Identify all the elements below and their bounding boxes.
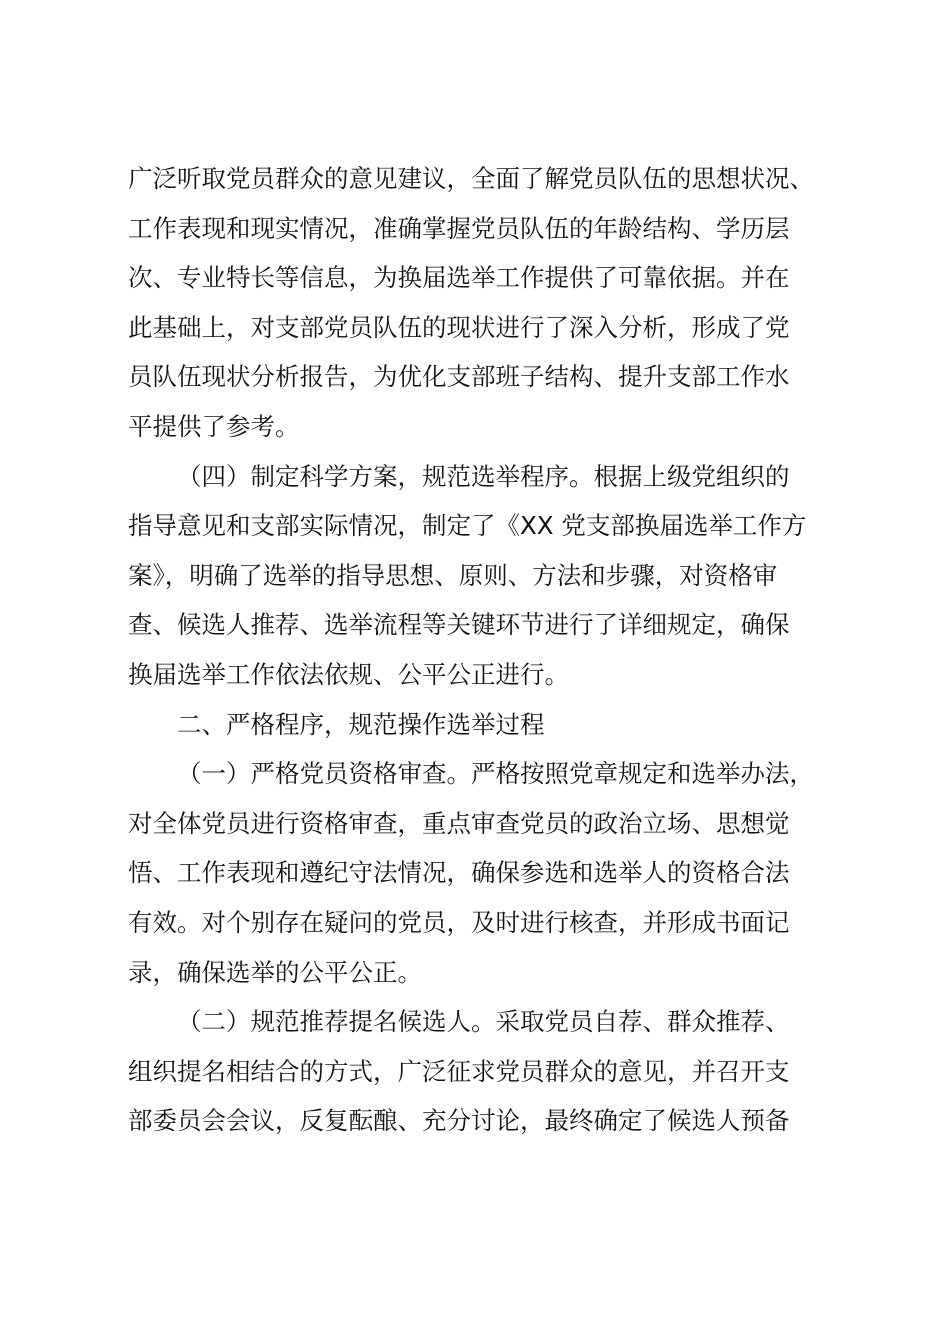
text-line: 组织提名相结合的方式，广泛征求党员群众的意见，并召开支: [128, 1056, 790, 1086]
paragraph-heading-line: （四）制定科学方案，规范选举程序。根据上级党组织的: [177, 461, 790, 491]
text-line: 有效。对个别存在疑问的党员，及时进行核查，并形成书面记: [128, 907, 790, 937]
paragraph-heading-line: （二）规范推荐提名候选人。采取党员自荐、群众推荐、: [177, 1007, 790, 1037]
text-line: 换届选举工作依法依规、公平公正进行。: [128, 659, 569, 689]
document-body: [128, 154, 833, 1146]
text-line: 次、专业特长等信息，为换届选举工作提供了可靠依据。并在: [128, 263, 790, 293]
text-line: 指导意见和支部实际情况，制定了《XX 党支部换届选举工作方: [128, 511, 807, 541]
section-heading: 二、严格程序，规范操作选举过程: [177, 709, 545, 739]
text-line: 悟、工作表现和遵纪守法情况，确保参选和选举人的资格合法: [128, 858, 790, 888]
text-line: 查、候选人推荐、选举流程等关键环节进行了详细规定，确保: [128, 610, 790, 640]
text-line: 案》，明确了选举的指导思想、原则、方法和步骤，对资格审: [128, 560, 778, 590]
paragraph-heading-line: （一）严格党员资格审查。严格按照党章规定和选举办法，: [177, 759, 814, 789]
text-line: 员队伍现状分析报告，为优化支部班子结构、提升支部工作水: [128, 362, 790, 392]
text-line: 广泛听取党员群众的意见建议，全面了解党员队伍的思想状况、: [128, 164, 814, 193]
text-line: 部委员会会议，反复酝酿、充分讨论，最终确定了候选人预备: [128, 1106, 790, 1136]
text-line: 工作表现和现实情况，准确掌握党员队伍的年龄结构、学历层: [128, 213, 790, 243]
text-line: 录，确保选举的公平公正。: [128, 957, 422, 987]
text-line: 平提供了参考。: [128, 411, 300, 441]
text-line: 对全体党员进行资格审查，重点审查党员的政治立场、思想觉: [128, 808, 790, 838]
text-line: 此基础上，对支部党员队伍的现状进行了深入分析，形成了党: [128, 312, 790, 342]
